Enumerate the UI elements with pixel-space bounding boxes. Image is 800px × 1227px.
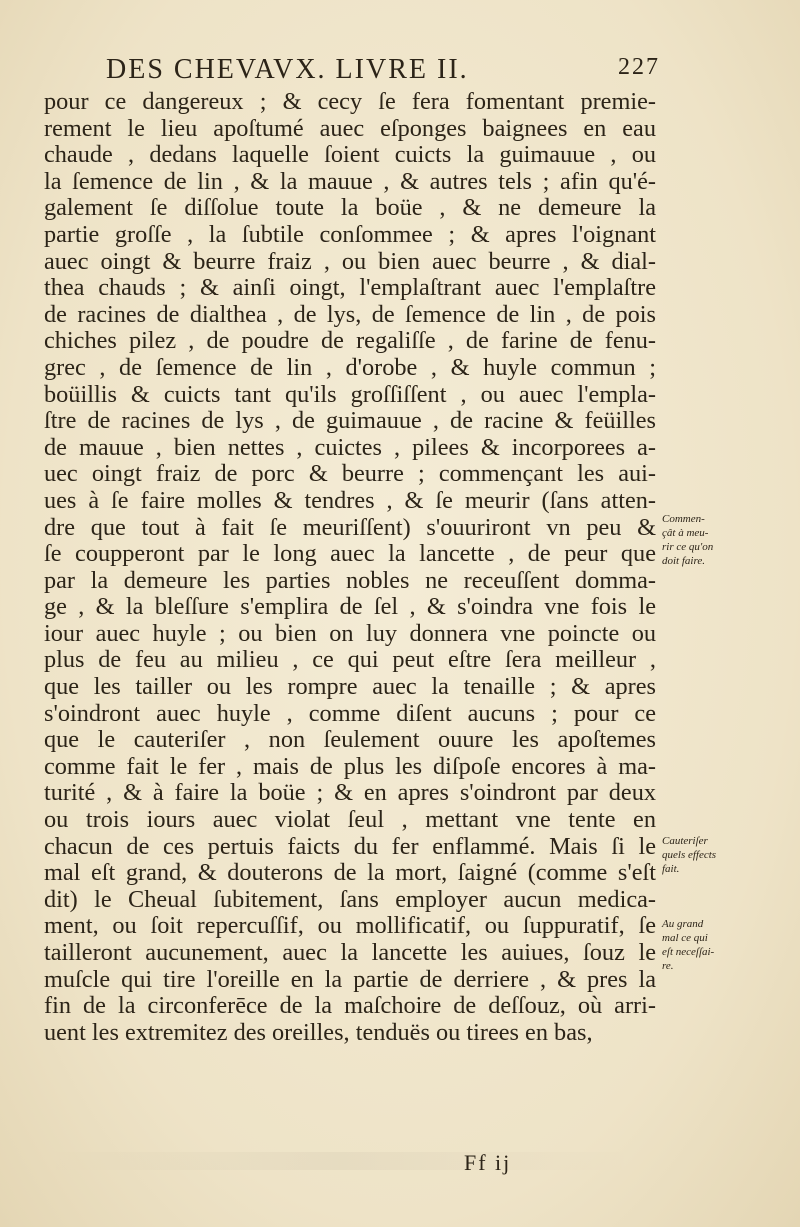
text-line: turité , & à faire la boüe ; & en apres s'oindront par deux: [44, 779, 656, 807]
text-line: la ſemence de lin , & la mauue , & autres tels ; afin qu'é-: [44, 167, 656, 195]
text-line: tailleront aucunement, auec la lancette les auiues, ſouz le: [44, 939, 656, 966]
text-line: mal eſt grand, & douterons de la mort, ſaigné (comme s'eſt: [44, 859, 656, 887]
margin-note-line: eſt neceſſai-: [662, 946, 715, 958]
margin-note-line: re.: [662, 960, 674, 972]
text-line: par la demeure les parties nobles ne receuſſent domma-: [44, 566, 656, 594]
text-line: chacun de ces pertuis faicts du fer enflammé. Mais ſi le: [44, 832, 656, 860]
text-line: chaude , dedans laquelle ſoient cuicts la guimauue , ou: [44, 141, 656, 169]
margin-note-line: çât à meu-: [662, 527, 709, 539]
text-line: galement ſe diſſolue toute la boüe , & ne demeure la: [44, 194, 656, 222]
margin-note-cauteriser: [662, 834, 742, 876]
margin-note-line: doit faire.: [662, 555, 705, 567]
page-number: 227: [618, 54, 660, 80]
text-line: plus de feu au milieu , ce qui peut eſtre ſera meilleur ,: [44, 646, 656, 674]
text-line: uec oingt fraiz de porc & beurre ; commençant les aui-: [44, 460, 656, 488]
text-line: ſtre de racines de lys , de guimauue , de racine & feüilles: [44, 407, 656, 435]
text-line: que le cauteriſer , non ſeulement ouure les apoſtemes: [44, 726, 656, 754]
text-line: comme fait le fer , mais de plus les diſpoſe encores à ma-: [44, 752, 656, 780]
text-line: auec oingt & beurre fraiz , ou bien auec beurre , & dial-: [44, 247, 656, 275]
text-line: boüillis & cuicts tant qu'ils groſſiſſent , ou auec l'empla-: [44, 380, 656, 408]
margin-note-line: fait.: [662, 863, 680, 875]
running-title: DES CHEVAVX. LIVRE II.: [106, 54, 469, 85]
margin-note-line: Commen-: [662, 513, 705, 525]
text-line: iour auec huyle ; ou bien on luy donnera vne poincte ou: [44, 619, 656, 647]
signature-mark: Ff ij: [464, 1150, 512, 1175]
main-text-block: [44, 89, 656, 1046]
text-line: ment, ou ſoit repercuſſif, ou mollificatif, ou ſuppuratif, ſe: [44, 912, 656, 940]
text-line: uent les extremitez des oreilles, tenduës ou tirees en bas,: [44, 1018, 593, 1046]
margin-note-au-grand-mal: [662, 917, 742, 973]
margin-note-line: mal ce qui: [662, 932, 708, 944]
text-line: ues à ſe faire molles & tendres , & ſe meurir (ſans atten-: [44, 486, 656, 514]
text-line: dit) le Cheual ſubitement, ſans employer aucun medica-: [44, 885, 656, 913]
text-line: que les tailler ou les rompre auec la tenaille ; & apres: [44, 673, 656, 701]
text-line: muſcle qui tire l'oreille en la partie de derriere , & pres la: [44, 965, 656, 993]
bleed-through-shadow: [40, 1152, 640, 1170]
text-line: pour ce dangereux ; & cecy ſe fera fomentant premie-: [44, 88, 656, 115]
running-header: [100, 50, 660, 90]
text-line: dre que tout à fait ſe meuriſſent) s'ouuriront vn peu &: [44, 513, 656, 541]
margin-note-line: Cauteriſer: [662, 835, 708, 847]
text-line: grec , de ſemence de lin , d'orobe , & huyle commun ;: [44, 353, 656, 381]
text-line: de mauue , bien nettes , cuictes , pilees & incorporees a-: [44, 433, 656, 461]
text-line: rement le lieu apoſtumé auec eſponges baignees en eau: [44, 114, 656, 142]
text-line: fin de la circonferēce de la maſchoire de deſſouz, où arri-: [44, 992, 656, 1020]
text-line: chiches pilez , de poudre de regaliſſe , de farine de fenu-: [44, 327, 656, 355]
text-line: thea chauds ; & ainſi oingt, l'emplaſtrant auec l'emplaſtre: [44, 274, 656, 302]
text-line: ſe coupperont par le long auec la lancette , de peur que: [44, 540, 656, 568]
text-line: s'oindront auec huyle , comme diſent aucuns ; pour ce: [44, 699, 656, 727]
margin-note-commencant: [662, 512, 742, 568]
margin-note-line: Au grand: [662, 918, 704, 930]
text-line: ge , & la bleſſure s'emplira de ſel , & s'oindra vne fois le: [44, 593, 656, 621]
margin-note-line: quels effects: [662, 849, 717, 861]
text-line: de racines de dialthea , de lys, de ſemence de lin , de pois: [44, 300, 656, 328]
text-line: partie groſſe , la ſubtile conſommee ; & apres l'oignant: [44, 220, 656, 248]
text-line: ou trois iours auec violat ſeul , mettant vne tente en: [44, 806, 656, 834]
margin-note-line: rir ce qu'on: [662, 541, 714, 553]
